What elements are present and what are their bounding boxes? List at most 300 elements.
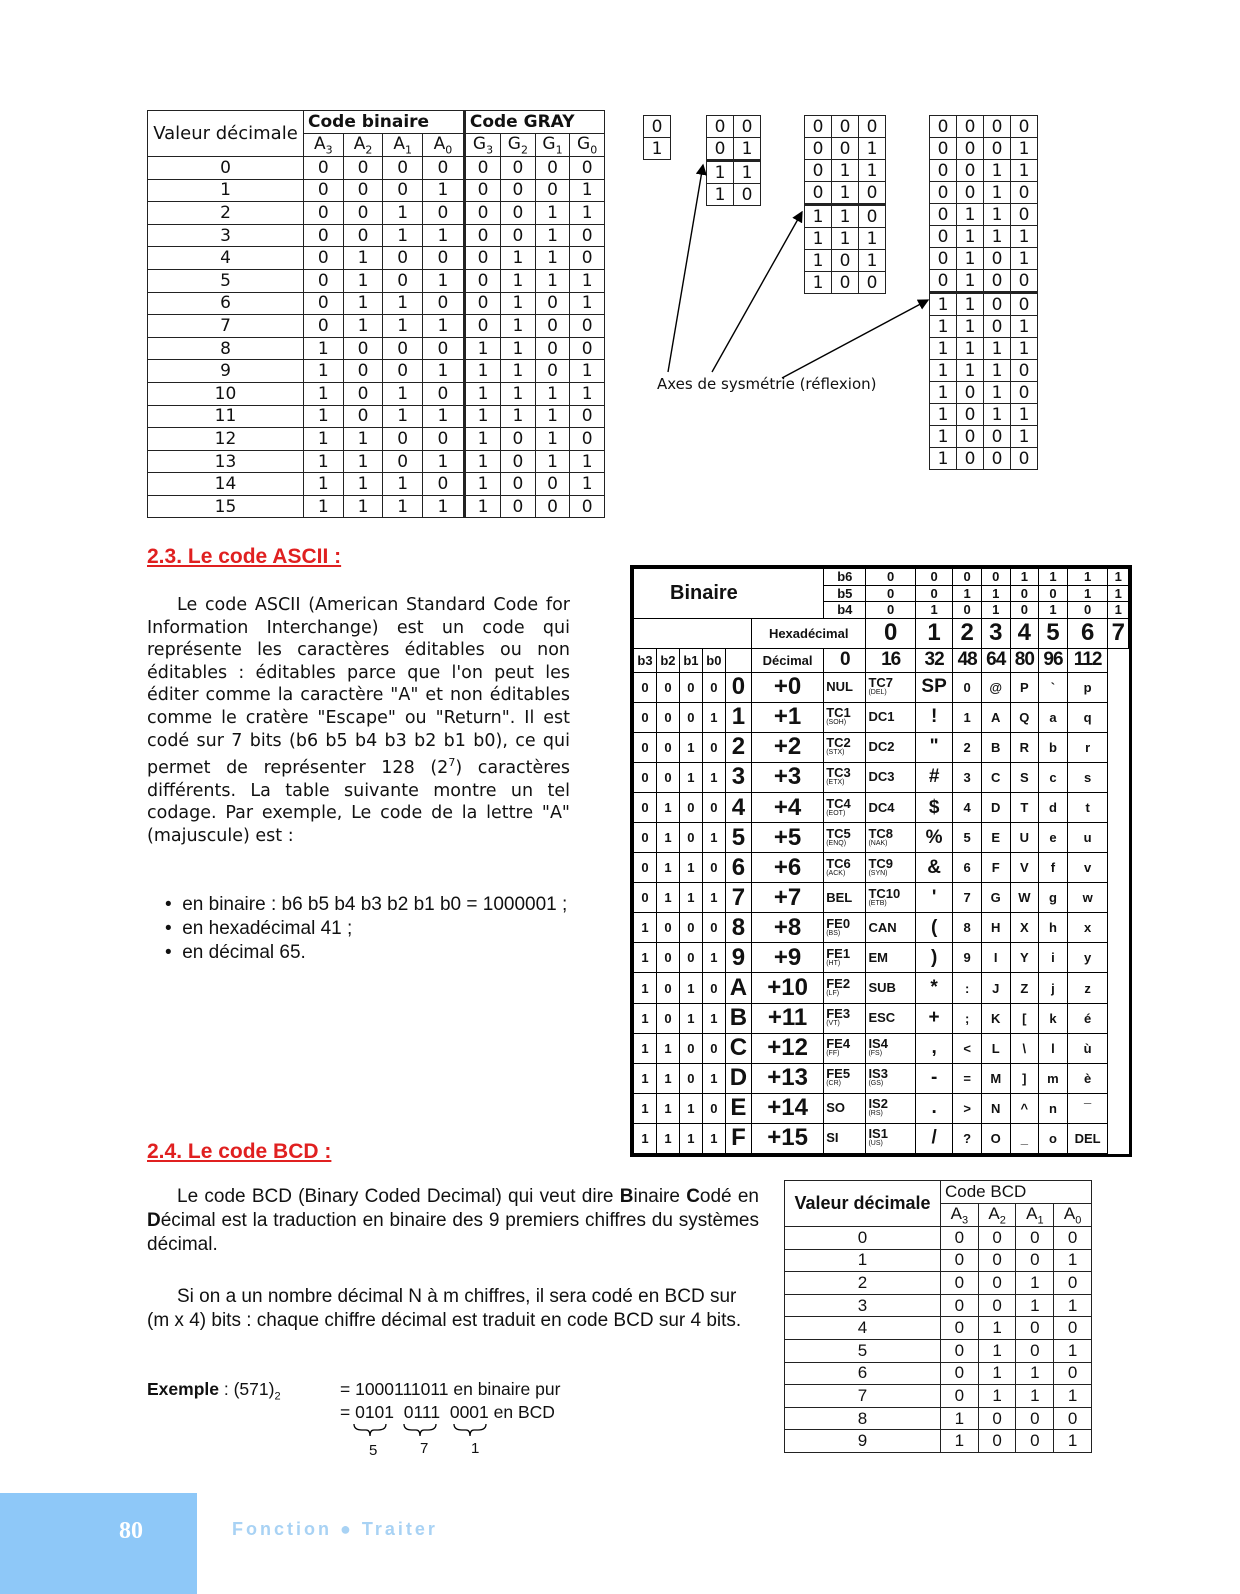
ascii-char: TC1 (SOH) xyxy=(824,702,866,732)
gray-cell: 1 xyxy=(535,202,570,225)
bcd-bit-cell: 0 xyxy=(941,1249,979,1272)
bit-label: b2 xyxy=(656,648,679,672)
footer-text: Fonction ● Traiter xyxy=(232,1519,438,1539)
gray-cell: 1 xyxy=(464,360,500,383)
reflection-cell: 0 xyxy=(984,248,1011,270)
ascii-char: p xyxy=(1067,672,1108,702)
ascii-paragraph-b: ) caractères différents. La table suivante montre un tel codage. Par exemple, Le code de la lettre "A" (majuscule) est : xyxy=(147,757,570,846)
row-hex: E xyxy=(725,1093,751,1123)
ascii-char: o xyxy=(1039,1123,1068,1153)
reflection-cell: 0 xyxy=(957,426,984,448)
bcd-bit-cell: 0 xyxy=(1054,1272,1092,1295)
bcd-bit-cell: 1 xyxy=(1054,1249,1092,1272)
bit-value: 0 xyxy=(656,1003,679,1033)
ascii-paragraph-sup: 7 xyxy=(448,756,456,770)
bit-value: 0 xyxy=(702,853,725,883)
bullet-item: • en décimal 65. xyxy=(165,942,306,963)
bit-value: 0 xyxy=(953,569,982,586)
gray-cell: 0 xyxy=(535,337,570,360)
reflection-cell: 0 xyxy=(930,182,957,204)
row-dec: +5 xyxy=(751,823,823,853)
ascii-char: X xyxy=(1010,913,1039,943)
binary-cell: 0 xyxy=(343,224,383,247)
hex-col: 7 xyxy=(1108,618,1129,648)
reflection-cell: 1 xyxy=(957,316,984,338)
binary-cell: 0 xyxy=(383,179,423,202)
bit-value: 0 xyxy=(656,762,679,792)
decimal-cell: 4 xyxy=(785,1317,941,1340)
ascii-char: - xyxy=(915,1063,952,1093)
reflection-cell: 0 xyxy=(805,182,832,205)
decimal-cell: 3 xyxy=(785,1294,941,1317)
gray-cell: 1 xyxy=(535,382,570,405)
section-bcd-title: 2.4. Le code BCD : xyxy=(147,1140,332,1163)
bcd-bit-cell: 1 xyxy=(978,1385,1016,1408)
reflection-cell: 0 xyxy=(859,182,886,205)
reflection-cell: 1 xyxy=(957,248,984,270)
bcd-table-row xyxy=(785,1385,1092,1408)
row-hex: 9 xyxy=(725,943,751,973)
decimal-cell: 14 xyxy=(148,473,304,496)
dec-col: 64 xyxy=(981,648,1010,672)
gray-cell: 0 xyxy=(464,224,500,247)
ascii-char: TC3 (ETX) xyxy=(824,762,866,792)
ascii-char: TC4 (EOT) xyxy=(824,793,866,823)
ascii-char: 2 xyxy=(953,732,982,762)
ascii-char: \ xyxy=(1010,1033,1039,1063)
binary-cell: 1 xyxy=(304,337,344,360)
gray-cell: 1 xyxy=(535,247,570,270)
ascii-char: DC2 xyxy=(866,732,915,762)
ascii-char: DC1 xyxy=(866,702,915,732)
binary-cell: 1 xyxy=(343,473,383,496)
bcd-bit-cell: 1 xyxy=(1016,1362,1054,1385)
binary-cell: 0 xyxy=(423,382,465,405)
bit-label: b1 xyxy=(679,648,702,672)
ascii-char: 6 xyxy=(953,853,982,883)
bcd-table-row xyxy=(785,1249,1092,1272)
bit-value: 1 xyxy=(634,913,657,943)
blank xyxy=(634,618,752,648)
row-hex: 3 xyxy=(725,762,751,792)
gray-cell: 1 xyxy=(535,224,570,247)
binary-cell: 1 xyxy=(383,473,423,496)
bcd-bit-cell: 1 xyxy=(1016,1272,1054,1295)
hex-col: 4 xyxy=(1010,618,1039,648)
reflection-cell: 1 xyxy=(832,160,859,182)
bit-value: 1 xyxy=(634,1123,657,1153)
gray-cell: 1 xyxy=(535,428,570,451)
binary-cell: 0 xyxy=(383,428,423,451)
ascii-char: FE4 (FF) xyxy=(824,1033,866,1063)
bit-value: 0 xyxy=(679,1063,702,1093)
header-binary: Code binaire xyxy=(304,111,465,134)
ascii-char: ^ xyxy=(1010,1093,1039,1123)
reflection-caption: Axes de sysmétrie (réflexion) xyxy=(657,375,877,393)
bit-label: b6 xyxy=(824,569,866,586)
binary-cell: 0 xyxy=(383,337,423,360)
example-braces xyxy=(340,1420,520,1440)
decimal-cell: 15 xyxy=(148,495,304,518)
reflection-cell: 1 xyxy=(957,338,984,360)
decimal-cell: 8 xyxy=(148,337,304,360)
ascii-char: SUB xyxy=(866,973,915,1003)
binary-cell: 0 xyxy=(304,156,344,179)
ascii-char: @ xyxy=(981,672,1010,702)
binary-cell: 0 xyxy=(423,292,465,315)
bcd-header-decimal: Valeur décimale xyxy=(785,1181,941,1227)
reflection-cell: 1 xyxy=(707,161,734,184)
bit-value: 0 xyxy=(702,913,725,943)
ascii-char: FE0 (BS) xyxy=(824,913,866,943)
row-dec: +2 xyxy=(751,732,823,762)
gray-cell: 0 xyxy=(501,473,536,496)
ascii-char: ' xyxy=(915,883,952,913)
bit-value: 1 xyxy=(656,853,679,883)
reflection-cell: 0 xyxy=(832,272,859,294)
gray-cell: 1 xyxy=(570,382,605,405)
dec-col: 48 xyxy=(953,648,982,672)
gray-cell: 1 xyxy=(464,337,500,360)
bit-value: 0 xyxy=(656,732,679,762)
ascii-char: h xyxy=(1039,913,1068,943)
page-number: 80 xyxy=(119,1518,143,1544)
row-hex: 8 xyxy=(725,913,751,943)
bcd-bit-cell: 0 xyxy=(1054,1362,1092,1385)
ascii-char: k xyxy=(1039,1003,1068,1033)
dec-col: 112 xyxy=(1067,648,1108,672)
ascii-char: + xyxy=(915,1003,952,1033)
bit-value: 1 xyxy=(679,1123,702,1153)
bit-value: 1 xyxy=(702,823,725,853)
bit-value: 1 xyxy=(1039,569,1068,586)
ascii-char: y xyxy=(1067,943,1108,973)
bcd-bit-cell: 1 xyxy=(978,1317,1016,1340)
reflection-cell: 0 xyxy=(1011,182,1038,204)
gray-cell: 0 xyxy=(570,156,605,179)
bcd-bit-cell: 0 xyxy=(941,1272,979,1295)
gray-cell: 0 xyxy=(570,495,605,518)
example-line-1: = 1000111011 en binaire pur xyxy=(340,1379,561,1399)
reflection-cell: 0 xyxy=(930,160,957,182)
ascii-char: IS1 (US) xyxy=(866,1123,915,1153)
ascii-char: * xyxy=(915,973,952,1003)
binary-cell: 1 xyxy=(304,405,344,428)
binary-cell: 1 xyxy=(423,360,465,383)
ascii-char: A xyxy=(981,702,1010,732)
bit-value: 0 xyxy=(656,913,679,943)
bit-value: 1 xyxy=(1108,585,1129,602)
bit-value: 0 xyxy=(915,585,952,602)
header-decimal: Valeur décimale xyxy=(148,111,304,157)
binary-cell: 0 xyxy=(423,337,465,360)
bit-value: 1 xyxy=(679,732,702,762)
binary-cell: 0 xyxy=(383,247,423,270)
binary-cell: 1 xyxy=(304,360,344,383)
ascii-row xyxy=(634,672,1129,702)
binary-cell: 1 xyxy=(304,428,344,451)
reflection-cell: 1 xyxy=(805,228,832,250)
ascii-char: DC3 xyxy=(866,762,915,792)
decimal-cell: 11 xyxy=(148,405,304,428)
dec-col: 16 xyxy=(866,648,915,672)
bcd-bit-cell: 0 xyxy=(1054,1407,1092,1430)
ascii-char: CAN xyxy=(866,913,915,943)
decimal-cell: 1 xyxy=(785,1249,941,1272)
ascii-table xyxy=(630,565,1132,1157)
bit-a3: $A_3$ xyxy=(304,133,344,156)
ascii-char: > xyxy=(953,1093,982,1123)
ascii-row xyxy=(634,943,1129,973)
row-hex: 4 xyxy=(725,793,751,823)
ascii-char: EM xyxy=(866,943,915,973)
ascii-row xyxy=(634,1003,1129,1033)
bcd-bit-cell: 0 xyxy=(1016,1317,1054,1340)
blank xyxy=(725,648,751,672)
gray-cell: 1 xyxy=(501,292,536,315)
binary-cell: 1 xyxy=(423,224,465,247)
decimal-cell: 7 xyxy=(148,315,304,338)
gray-cell: 0 xyxy=(535,292,570,315)
gray-cell: 0 xyxy=(501,428,536,451)
gray-cell: 1 xyxy=(501,315,536,338)
reflection-cell: 0 xyxy=(957,448,984,470)
binary-cell: 1 xyxy=(383,405,423,428)
bcd-table-row xyxy=(785,1430,1092,1453)
gray-cell: 1 xyxy=(464,473,500,496)
ascii-char: ( xyxy=(915,913,952,943)
ascii-char: ESC xyxy=(866,1003,915,1033)
ascii-char: IS4 (FS) xyxy=(866,1033,915,1063)
bcd-paragraph-1: Le code BCD (Binary Coded Decimal) qui veut dire Binaire Codé en Décimal est la traduction en binaire des 9 premiers chiffres du systèmes décimal. xyxy=(147,1186,760,1255)
decimal-cell: 13 xyxy=(148,450,304,473)
gray-cell: 1 xyxy=(570,360,605,383)
bit-value: 0 xyxy=(679,793,702,823)
bcd-bit-cell: 0 xyxy=(1054,1226,1092,1249)
ascii-char: BEL xyxy=(824,883,866,913)
ascii-char: H xyxy=(981,913,1010,943)
ascii-char: DC4 xyxy=(866,793,915,823)
binary-cell: 1 xyxy=(383,224,423,247)
bit-value: 0 xyxy=(679,702,702,732)
bcd-bit-cell: 1 xyxy=(1016,1294,1054,1317)
decimal-cell: 1 xyxy=(148,179,304,202)
ascii-char: K xyxy=(981,1003,1010,1033)
dec-col: 80 xyxy=(1010,648,1039,672)
bit-value: 0 xyxy=(915,569,952,586)
gray-cell: 1 xyxy=(501,337,536,360)
gray-cell: 0 xyxy=(570,428,605,451)
ascii-row xyxy=(634,1093,1129,1123)
decimal-cell: 2 xyxy=(148,202,304,225)
ascii-char: g xyxy=(1039,883,1068,913)
gray-cell: 0 xyxy=(570,224,605,247)
ascii-char: % xyxy=(915,823,952,853)
decimal-cell: 6 xyxy=(148,292,304,315)
bit-value: 1 xyxy=(656,823,679,853)
ascii-char: Z xyxy=(1010,973,1039,1003)
ascii-char: r xyxy=(1067,732,1108,762)
ascii-char: z xyxy=(1067,973,1108,1003)
bit-value: 1 xyxy=(1067,569,1108,586)
binary-cell: 1 xyxy=(304,473,344,496)
binary-cell: 1 xyxy=(383,315,423,338)
ascii-char: a xyxy=(1039,702,1068,732)
bit-value: 1 xyxy=(702,1003,725,1033)
row-hex: 2 xyxy=(725,732,751,762)
ascii-char: ù xyxy=(1067,1033,1108,1063)
reflection-cell: 1 xyxy=(984,226,1011,248)
bcd-table-row xyxy=(785,1294,1092,1317)
reflection-cell: 1 xyxy=(930,426,957,448)
binary-cell: 1 xyxy=(383,382,423,405)
ascii-row xyxy=(634,1123,1129,1153)
binary-cell: 1 xyxy=(423,269,465,292)
binary-cell: 1 xyxy=(343,292,383,315)
ascii-char: P xyxy=(1010,672,1039,702)
row-hex: 5 xyxy=(725,823,751,853)
reflection-cell: 0 xyxy=(734,184,761,206)
reflection-cell: 0 xyxy=(930,248,957,270)
gray-cell: 1 xyxy=(570,473,605,496)
ascii-char: " xyxy=(915,732,952,762)
bcd-table-row xyxy=(785,1407,1092,1430)
hex-col: 6 xyxy=(1067,618,1108,648)
gray-cell: 0 xyxy=(570,247,605,270)
bit-value: 0 xyxy=(702,672,725,702)
gray-cell: 0 xyxy=(464,247,500,270)
ascii-char: ; xyxy=(953,1003,982,1033)
reflection-cell: 0 xyxy=(1011,448,1038,470)
gray-cell: 0 xyxy=(501,156,536,179)
label-dec: Décimal xyxy=(751,648,823,672)
ascii-char: $ xyxy=(915,793,952,823)
ascii-char: # xyxy=(915,762,952,792)
binary-cell: 0 xyxy=(383,360,423,383)
gray-cell: 1 xyxy=(464,382,500,405)
binary-cell: 0 xyxy=(383,156,423,179)
bit-g0: $G_0$ xyxy=(570,133,605,156)
reflection-cell: 0 xyxy=(957,116,984,138)
reflection-cell: 1 xyxy=(805,272,832,294)
row-dec: +13 xyxy=(751,1063,823,1093)
row-hex: F xyxy=(725,1123,751,1153)
reflection-cell: 1 xyxy=(805,250,832,272)
decimal-cell: 10 xyxy=(148,382,304,405)
reflection-cell: 1 xyxy=(1011,160,1038,182)
reflection-cell: 1 xyxy=(984,360,1011,382)
row-dec: +7 xyxy=(751,883,823,913)
gray-cell: 1 xyxy=(464,495,500,518)
ascii-char: FE2 (LF) xyxy=(824,973,866,1003)
ascii-char: é xyxy=(1067,1003,1108,1033)
reflection-cell: 1 xyxy=(984,382,1011,404)
binary-cell: 1 xyxy=(423,495,465,518)
ascii-dec-row xyxy=(634,648,1129,672)
decimal-cell: 3 xyxy=(148,224,304,247)
reflection-cell: 0 xyxy=(859,272,886,294)
binary-cell: 0 xyxy=(423,473,465,496)
decimal-cell: 8 xyxy=(785,1407,941,1430)
bcd-table-row xyxy=(785,1339,1092,1362)
row-dec: +6 xyxy=(751,853,823,883)
reflection-cell: 0 xyxy=(1011,360,1038,382)
dec-col: 96 xyxy=(1039,648,1068,672)
ascii-char: = xyxy=(953,1063,982,1093)
ascii-char: . xyxy=(915,1093,952,1123)
gray-cell: 1 xyxy=(464,405,500,428)
header-gray: Code GRAY xyxy=(464,111,604,134)
gray-cell: 0 xyxy=(464,179,500,202)
bit-value: 1 xyxy=(1108,602,1129,619)
bcd-paragraph-2: Si on a un nombre décimal N à m chiffres, il sera codé en BCD sur (m x 4) bits : chaque chiffre décimal est traduit en code BCD sur 4 bits. xyxy=(147,1286,742,1331)
bit-value: 1 xyxy=(656,1033,679,1063)
reflection-cell: 1 xyxy=(930,316,957,338)
gray-cell: 0 xyxy=(501,202,536,225)
ascii-char: 7 xyxy=(953,883,982,913)
ascii-hex-row xyxy=(634,618,1129,648)
reflection-cell: 0 xyxy=(957,138,984,160)
reflection-cell: 0 xyxy=(832,250,859,272)
symmetry-arrows xyxy=(0,0,1240,520)
bit-value: 0 xyxy=(634,702,657,732)
gray-cell: 1 xyxy=(501,382,536,405)
arrow-1 xyxy=(668,165,703,372)
reflection-cell: 0 xyxy=(930,116,957,138)
bit-value: 0 xyxy=(702,793,725,823)
row-dec: +3 xyxy=(751,762,823,792)
bit-a2: $A_2$ xyxy=(343,133,383,156)
binary-cell: 0 xyxy=(343,202,383,225)
reflection-cell: 1 xyxy=(832,182,859,205)
reflection-cell: 1 xyxy=(957,360,984,382)
binary-cell: 1 xyxy=(383,292,423,315)
bcd-bit-cell: 1 xyxy=(941,1430,979,1453)
bit-value: 0 xyxy=(634,793,657,823)
dec-col: 0 xyxy=(824,648,866,672)
bcd-bit-cell: 0 xyxy=(1054,1317,1092,1340)
bcd-bit-cell: 0 xyxy=(941,1339,979,1362)
reflection-cell: 0 xyxy=(957,160,984,182)
bit-value: 0 xyxy=(634,732,657,762)
binary-cell: 1 xyxy=(423,450,465,473)
ascii-char: d xyxy=(1039,793,1068,823)
bit-value: 0 xyxy=(1010,585,1039,602)
reflection-cell: 0 xyxy=(957,404,984,426)
bit-value: 1 xyxy=(1039,602,1068,619)
bcd-bit-cell: 1 xyxy=(1054,1430,1092,1453)
reflection-cell: 1 xyxy=(930,382,957,404)
ascii-row xyxy=(634,913,1129,943)
bit-a0: $A_0$ xyxy=(1054,1203,1092,1226)
ascii-paragraph-a: Le code ASCII (American Standard Code for Information Interchange) est un code qui représente les caractères éditables ou non éditables : éditables parce que l'on peut les éditer comme la caractère "A" et non éditables comme le cratère "Escape" ou "Return". Il est codé sur 7 bits (b6 b5 b4 b3 b2 b1 b0), ce qui permet de représenter 128 (2 xyxy=(147,595,570,778)
ascii-char: C xyxy=(981,762,1010,792)
gray-cell: 0 xyxy=(535,315,570,338)
bit-value: 0 xyxy=(679,672,702,702)
ascii-char: l xyxy=(1039,1033,1068,1063)
reflection-cell: 0 xyxy=(859,116,886,138)
binary-cell: 0 xyxy=(304,224,344,247)
reflection-cell: 1 xyxy=(859,160,886,182)
ascii-char: e xyxy=(1039,823,1068,853)
ascii-char: m xyxy=(1039,1063,1068,1093)
bit-value: 1 xyxy=(679,973,702,1003)
reflection-cell: 0 xyxy=(984,448,1011,470)
reflection-cell: 1 xyxy=(930,293,957,316)
reflection-cell: 1 xyxy=(707,184,734,206)
ascii-char: T xyxy=(1010,793,1039,823)
binary-cell: 0 xyxy=(343,337,383,360)
